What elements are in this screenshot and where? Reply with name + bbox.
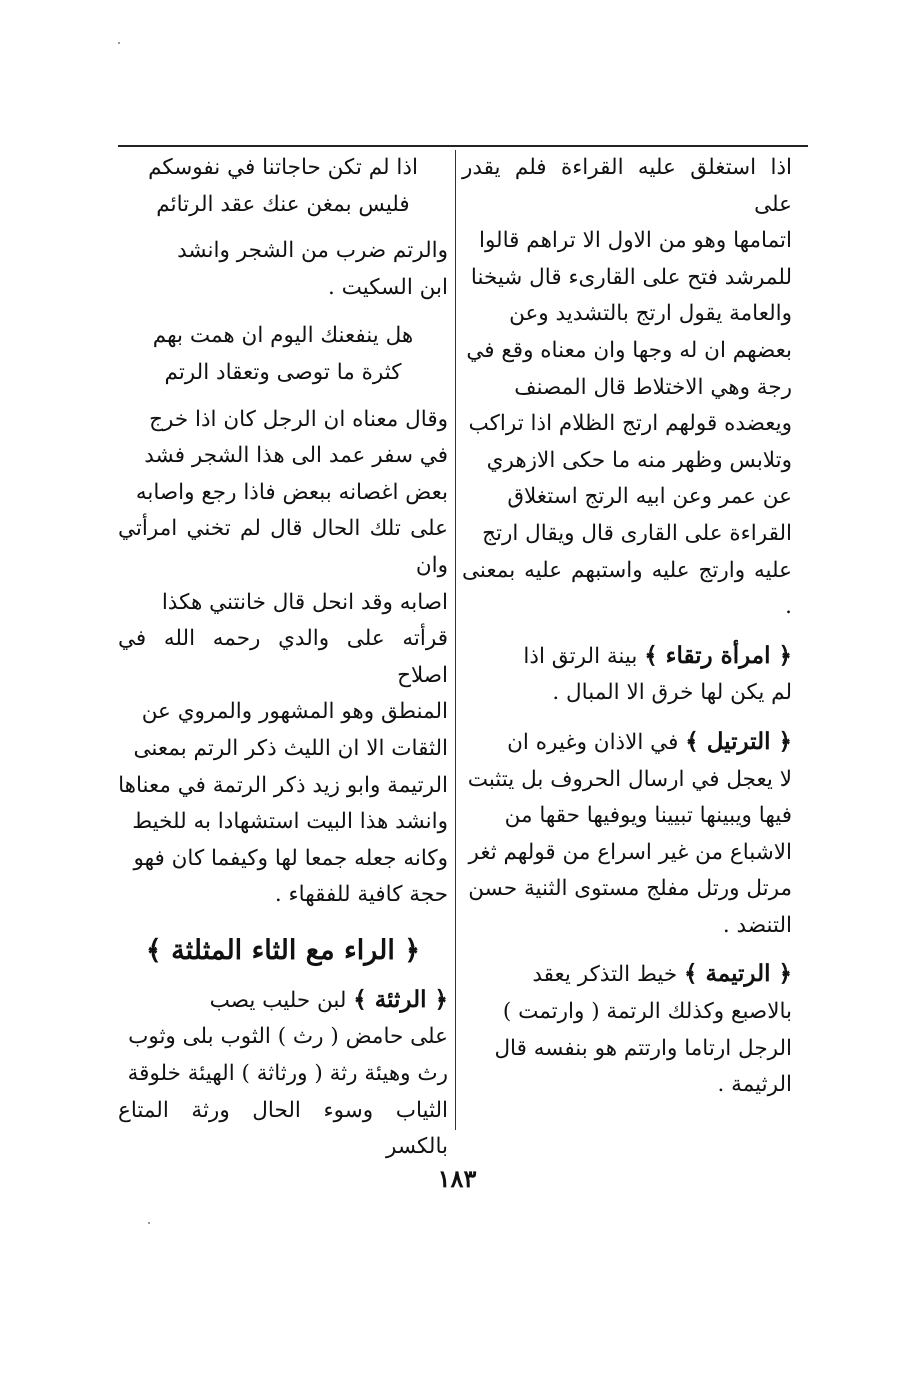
text-line: بالاصبع وكذلك الرتمة ( وارتمت ) xyxy=(502,999,792,1025)
text-line: في سفر عمد الى هذا الشجر فشد xyxy=(144,443,448,469)
text-line: الاشباع من غير اسراع من قولهم ثغر xyxy=(468,839,792,865)
scan-speck xyxy=(148,1222,150,1224)
right-column xyxy=(462,150,792,1116)
verse-line: هل ينفعنك اليوم ان همت بهم xyxy=(152,323,414,349)
text-line xyxy=(462,724,792,762)
scan-speck xyxy=(118,42,120,44)
text-line: الرجل ارتاما وارتتم هو بنفسه قال xyxy=(494,1035,792,1061)
text-line: الرثيمة . xyxy=(717,1072,792,1098)
text-line: فيها ويبينها تبيينا ويوفيها حقها من xyxy=(504,803,792,829)
entry-headword: ﴿ الرتيمة ﴾ xyxy=(683,960,792,988)
text-line: للمرشد فتح على القارىء قال شيخنا xyxy=(470,264,792,290)
text-line xyxy=(462,638,792,676)
paragraph-explanation xyxy=(118,402,448,914)
entry-headword: ﴿ الترتيل ﴾ xyxy=(685,727,792,755)
text-line: اذا استغلق عليه القراءة فلم يقدر على xyxy=(462,155,792,217)
text-line: وكانه جعله جمعا لها وكيفما كان فهو xyxy=(133,845,448,871)
entry-headword: ﴿ الرثئة ﴾ xyxy=(353,985,448,1013)
section-heading: ﴿ الراء مع الثاء المثلثة ﴾ xyxy=(145,934,421,966)
text-line: اصابه وقد انحل قال خانتني هكذا xyxy=(161,589,448,615)
text-line: بعضهم ان له وجها وان معناه وقع في xyxy=(466,337,792,363)
text-line: وانشد هذا البيت استشهادا به للخيط xyxy=(132,809,448,835)
top-rule xyxy=(118,145,808,147)
text-line: عن عمر وعن ابيه الرتج استغلاق xyxy=(507,484,792,510)
text-line: التنضد . xyxy=(722,912,792,938)
left-column xyxy=(118,150,448,1178)
text-line: ابن السكيت . xyxy=(327,274,448,300)
paragraph-ratm xyxy=(118,233,448,306)
entry-text: في الاذان وغيره ان xyxy=(507,729,686,755)
verse-line: فليس بمغن عنك عقد الرتائم xyxy=(156,191,410,217)
text-line: رجة وهي الاختلاط قال المصنف xyxy=(514,374,792,400)
text-line: الثقات الا ان الليث ذكر الرتم بمعنى xyxy=(133,735,448,761)
text-line: الرتيمة وابو زيد ذكر الرتمة في معناها xyxy=(118,772,448,798)
text-line: رث وهيئة رثة ( ورثاثة ) الهيئة خلوقة xyxy=(127,1061,448,1087)
text-line: لم يكن لها خرق الا المبال . xyxy=(552,680,792,706)
text-line: وقال معناه ان الرجل كان اذا خرج xyxy=(149,406,448,432)
text-line: على حامض ( رث ) الثوب بلى وثوب xyxy=(128,1024,448,1050)
text-line: ويعضده قولهم ارتج الظلام اذا تراكب xyxy=(468,411,792,437)
verse-line: كثرة ما توصى وتعقاد الرتم xyxy=(164,359,402,385)
text-line: بعض اغصانه ببعض فاذا رجع واصابه xyxy=(135,479,448,505)
text-line: لا يعجل في ارسال الحروف بل يتثبت xyxy=(467,766,792,792)
page-number: ١٨٣ xyxy=(437,1164,477,1193)
entry-text: لبن حليب يصب xyxy=(209,987,354,1013)
text-line: قرأته على والدي رحمه الله في اصلاح xyxy=(118,626,448,688)
verse-couplet xyxy=(118,318,448,391)
paragraph-rtj xyxy=(462,150,792,626)
entry-text: خيط التذكر يعقد xyxy=(532,962,684,988)
entry-text: بينة الرتق اذا xyxy=(523,643,645,669)
text-line: اتمامها وهو من الاول الا تراهم قالوا xyxy=(478,228,792,254)
verse-couplet xyxy=(118,150,448,223)
text-line: وتلابس وظهر منه ما حكى الازهري xyxy=(486,447,792,473)
entry-tartil xyxy=(462,724,792,945)
text-line: على تلك الحال قال لم تخني امرأتي وان xyxy=(118,516,448,578)
text-line xyxy=(118,982,448,1020)
entry-ruthaa xyxy=(118,982,448,1166)
text-line: حجة كافية للفقهاء . xyxy=(274,882,448,908)
entry-headword: ﴿ امرأة رتقاء ﴾ xyxy=(644,641,792,669)
text-line: القراءة على القارى قال ويقال ارتج xyxy=(482,520,792,546)
entry-ratima xyxy=(462,956,792,1103)
text-line: الثياب وسوء الحال ورثة المتاع بالكسر xyxy=(118,1097,448,1160)
text-line: مرتل ورتل مفلج مستوى الثنية حسن xyxy=(468,876,792,902)
verse-line: اذا لم تكن حاجاتنا في نفوسكم xyxy=(148,155,418,180)
column-divider xyxy=(455,150,456,1130)
text-line: المنطق وهو المشهور والمروي عن xyxy=(141,699,448,725)
text-line xyxy=(462,956,792,994)
text-line: والرتم ضرب من الشجر وانشد xyxy=(177,238,448,264)
text-line: والعامة يقول ارتج بالتشديد وعن xyxy=(509,301,792,327)
entry-ratqa xyxy=(462,638,792,712)
text-line: عليه وارتج عليه واستبهم عليه بمعنى . xyxy=(462,557,792,620)
